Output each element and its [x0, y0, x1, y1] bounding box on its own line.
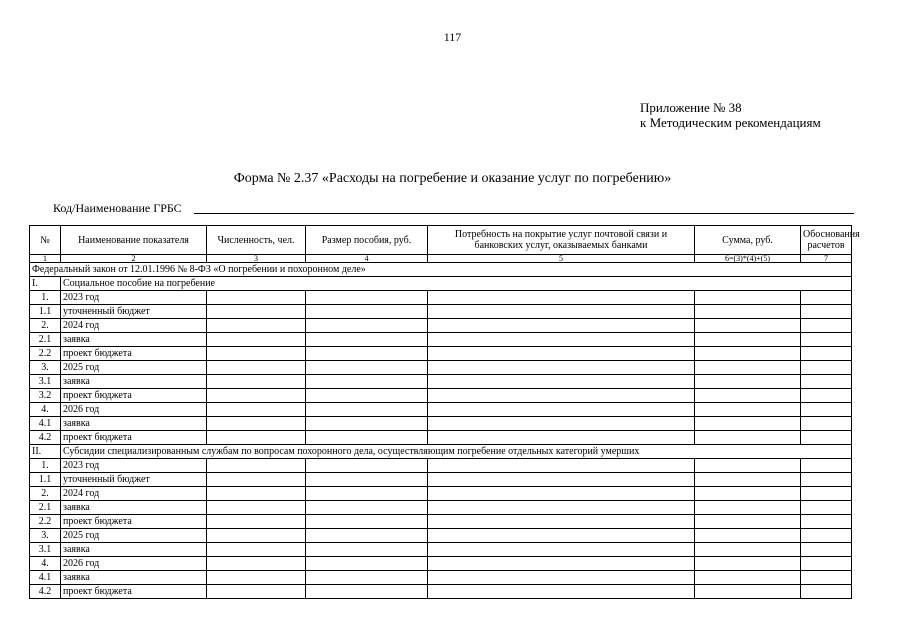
row-number: 4.2	[30, 585, 61, 599]
table-row	[30, 375, 852, 389]
input-cell[interactable]	[428, 319, 695, 333]
table-row	[30, 389, 852, 403]
row-number: 4.2	[30, 431, 61, 445]
row-label: заявка	[61, 543, 207, 557]
input-cell[interactable]	[801, 403, 852, 417]
row-number: 2.	[30, 487, 61, 501]
input-cell[interactable]	[428, 417, 695, 431]
input-cell[interactable]	[428, 515, 695, 529]
table-row	[30, 487, 852, 501]
column-number: 2	[61, 255, 207, 263]
column-number: 3	[207, 255, 306, 263]
input-cell[interactable]	[306, 389, 428, 403]
input-cell[interactable]	[428, 403, 695, 417]
row-number: 4.	[30, 557, 61, 571]
input-cell[interactable]	[306, 557, 428, 571]
input-cell[interactable]	[207, 389, 306, 403]
input-cell[interactable]	[428, 529, 695, 543]
table-row	[30, 543, 852, 557]
input-cell[interactable]	[695, 571, 801, 585]
input-cell[interactable]	[306, 459, 428, 473]
row-label: проект бюджета	[61, 585, 207, 599]
input-cell[interactable]	[428, 361, 695, 375]
section-number: II.	[30, 445, 61, 459]
header-justification: Обоснования расчетов	[801, 226, 852, 255]
input-cell[interactable]	[207, 529, 306, 543]
row-number: 4.1	[30, 417, 61, 431]
table-row	[30, 557, 852, 571]
table-row	[30, 347, 852, 361]
section-header-row	[30, 277, 852, 291]
input-cell[interactable]	[695, 585, 801, 599]
header-allowance: Размер пособия, руб.	[306, 226, 428, 255]
row-number: 3.	[30, 529, 61, 543]
column-number: 5	[428, 255, 695, 263]
row-label: уточненный бюджет	[61, 473, 207, 487]
table-row	[30, 403, 852, 417]
row-number: 1.1	[30, 305, 61, 319]
appendix-reference	[640, 100, 821, 130]
input-cell[interactable]	[207, 585, 306, 599]
input-cell[interactable]	[207, 319, 306, 333]
input-cell[interactable]	[207, 403, 306, 417]
input-cell[interactable]	[306, 417, 428, 431]
input-cell[interactable]	[428, 291, 695, 305]
input-cell[interactable]	[695, 319, 801, 333]
input-cell[interactable]	[428, 389, 695, 403]
input-cell[interactable]	[428, 431, 695, 445]
row-number: 2.	[30, 319, 61, 333]
input-cell[interactable]	[207, 375, 306, 389]
row-label: заявка	[61, 375, 207, 389]
input-cell[interactable]	[801, 487, 852, 501]
row-number: 2.1	[30, 333, 61, 347]
input-cell[interactable]	[207, 291, 306, 305]
table-row	[30, 291, 852, 305]
input-cell[interactable]	[801, 557, 852, 571]
input-cell[interactable]	[695, 347, 801, 361]
input-cell[interactable]	[207, 347, 306, 361]
row-number: 1.	[30, 291, 61, 305]
column-number: 4	[306, 255, 428, 263]
expenses-table	[29, 225, 860, 599]
table-row	[30, 319, 852, 333]
row-label: проект бюджета	[61, 347, 207, 361]
header-headcount: Численность, чел.	[207, 226, 306, 255]
input-cell[interactable]	[428, 557, 695, 571]
input-cell[interactable]	[428, 333, 695, 347]
input-cell[interactable]	[207, 515, 306, 529]
table-row	[30, 417, 852, 431]
input-cell[interactable]	[207, 501, 306, 515]
input-cell[interactable]	[801, 571, 852, 585]
column-number: 7	[801, 255, 852, 263]
input-cell[interactable]	[428, 459, 695, 473]
input-cell[interactable]	[695, 487, 801, 501]
grbs-input-line[interactable]	[194, 213, 854, 214]
input-cell[interactable]	[801, 347, 852, 361]
input-cell[interactable]	[207, 571, 306, 585]
input-cell[interactable]	[801, 333, 852, 347]
section-title: Субсидии специализированным службам по вопросам похоронного дела, осуществляющим погребение отдельных категорий умерших	[61, 445, 852, 459]
row-label: 2025 год	[61, 529, 207, 543]
input-cell[interactable]	[207, 487, 306, 501]
input-cell[interactable]	[306, 375, 428, 389]
row-label: заявка	[61, 333, 207, 347]
input-cell[interactable]	[695, 361, 801, 375]
row-label: заявка	[61, 571, 207, 585]
row-label: проект бюджета	[61, 389, 207, 403]
row-label: 2025 год	[61, 361, 207, 375]
row-number: 3.1	[30, 543, 61, 557]
input-cell[interactable]	[306, 585, 428, 599]
row-number: 2.2	[30, 347, 61, 361]
input-cell[interactable]	[801, 515, 852, 529]
input-cell[interactable]	[695, 543, 801, 557]
input-cell[interactable]	[801, 473, 852, 487]
input-cell[interactable]	[695, 375, 801, 389]
row-label: проект бюджета	[61, 431, 207, 445]
table-row	[30, 501, 852, 515]
input-cell[interactable]	[306, 529, 428, 543]
table-row	[30, 431, 852, 445]
input-cell[interactable]	[801, 417, 852, 431]
input-cell[interactable]	[207, 543, 306, 557]
row-label: заявка	[61, 501, 207, 515]
column-number: 6=(3)*(4)+(5)	[695, 255, 801, 263]
row-label: 2023 год	[61, 291, 207, 305]
table-row	[30, 529, 852, 543]
input-cell[interactable]	[801, 501, 852, 515]
input-cell[interactable]	[306, 403, 428, 417]
input-cell[interactable]	[428, 501, 695, 515]
input-cell[interactable]	[306, 319, 428, 333]
input-cell[interactable]	[306, 501, 428, 515]
input-cell[interactable]	[428, 473, 695, 487]
header-number: №	[30, 226, 61, 255]
input-cell[interactable]	[306, 487, 428, 501]
row-number: 3.1	[30, 375, 61, 389]
input-cell[interactable]	[306, 543, 428, 557]
law-title: Федеральный закон от 12.01.1996 № 8-ФЗ «О погребении и похоронном деле»	[30, 263, 852, 277]
input-cell[interactable]	[428, 585, 695, 599]
input-cell[interactable]	[695, 515, 801, 529]
input-cell[interactable]	[428, 543, 695, 557]
table-row	[30, 361, 852, 375]
column-numbers-row	[30, 255, 852, 263]
input-cell[interactable]	[695, 403, 801, 417]
input-cell[interactable]	[306, 347, 428, 361]
section-number: I.	[30, 277, 61, 291]
input-cell[interactable]	[801, 431, 852, 445]
table-row	[30, 305, 852, 319]
input-cell[interactable]	[428, 375, 695, 389]
input-cell[interactable]	[306, 291, 428, 305]
input-cell[interactable]	[801, 459, 852, 473]
row-label: проект бюджета	[61, 515, 207, 529]
input-cell[interactable]	[306, 515, 428, 529]
row-number: 2.1	[30, 501, 61, 515]
row-number: 3.2	[30, 389, 61, 403]
row-label: уточненный бюджет	[61, 305, 207, 319]
input-cell[interactable]	[695, 529, 801, 543]
input-cell[interactable]	[207, 305, 306, 319]
input-cell[interactable]	[207, 361, 306, 375]
input-cell[interactable]	[207, 473, 306, 487]
input-cell[interactable]	[428, 487, 695, 501]
table-row	[30, 515, 852, 529]
input-cell[interactable]	[207, 417, 306, 431]
column-number: 1	[30, 255, 61, 263]
input-cell[interactable]	[207, 333, 306, 347]
input-cell[interactable]	[695, 291, 801, 305]
row-number: 4.	[30, 403, 61, 417]
input-cell[interactable]	[207, 431, 306, 445]
input-cell[interactable]	[801, 543, 852, 557]
input-cell[interactable]	[428, 571, 695, 585]
input-cell[interactable]	[801, 585, 852, 599]
table-row	[30, 473, 852, 487]
input-cell[interactable]	[801, 389, 852, 403]
input-cell[interactable]	[695, 431, 801, 445]
input-cell[interactable]	[801, 361, 852, 375]
section-title: Социальное пособие на погребение	[61, 277, 852, 291]
table-row	[30, 333, 852, 347]
table-row	[30, 459, 852, 473]
input-cell[interactable]	[801, 305, 852, 319]
page-number: 117	[443, 30, 462, 44]
input-cell[interactable]	[207, 459, 306, 473]
input-cell[interactable]	[306, 305, 428, 319]
input-cell[interactable]	[801, 529, 852, 543]
input-cell[interactable]	[695, 333, 801, 347]
input-cell[interactable]	[428, 347, 695, 361]
input-cell[interactable]	[695, 417, 801, 431]
input-cell[interactable]	[695, 557, 801, 571]
input-cell[interactable]	[801, 375, 852, 389]
grbs-label: Код/Наименование ГРБС	[53, 201, 182, 215]
row-number: 2.2	[30, 515, 61, 529]
input-cell[interactable]	[695, 459, 801, 473]
input-cell[interactable]	[695, 501, 801, 515]
input-cell[interactable]	[306, 473, 428, 487]
section-header-row	[30, 445, 852, 459]
input-cell[interactable]	[306, 361, 428, 375]
row-label: заявка	[61, 417, 207, 431]
row-label: 2024 год	[61, 487, 207, 501]
row-label: 2026 год	[61, 403, 207, 417]
table-row	[30, 585, 852, 599]
input-cell[interactable]	[207, 557, 306, 571]
law-title-row	[30, 263, 852, 277]
row-label: 2023 год	[61, 459, 207, 473]
input-cell[interactable]	[801, 291, 852, 305]
input-cell[interactable]	[801, 319, 852, 333]
appendix-line-1: Приложение № 38	[640, 100, 742, 115]
input-cell[interactable]	[306, 333, 428, 347]
header-indicator: Наименование показателя	[61, 226, 207, 255]
header-postal-banking: Потребность на покрытие услуг почтовой связи и банковских услуг, оказываемых банками	[428, 226, 695, 255]
form-title: Форма № 2.37 «Расходы на погребение и оказание услуг по погребению»	[233, 171, 672, 186]
table-row	[30, 571, 852, 585]
row-label: 2024 год	[61, 319, 207, 333]
input-cell[interactable]	[428, 305, 695, 319]
row-number: 4.1	[30, 571, 61, 585]
row-number: 3.	[30, 361, 61, 375]
input-cell[interactable]	[695, 389, 801, 403]
row-label: 2026 год	[61, 557, 207, 571]
row-number: 1.	[30, 459, 61, 473]
header-sum: Сумма, руб.	[695, 226, 801, 255]
header-row	[30, 226, 852, 255]
input-cell[interactable]	[695, 305, 801, 319]
input-cell[interactable]	[306, 431, 428, 445]
appendix-line-2: к Методическим рекомендациям	[640, 115, 821, 130]
input-cell[interactable]	[306, 571, 428, 585]
row-number: 1.1	[30, 473, 61, 487]
input-cell[interactable]	[695, 473, 801, 487]
